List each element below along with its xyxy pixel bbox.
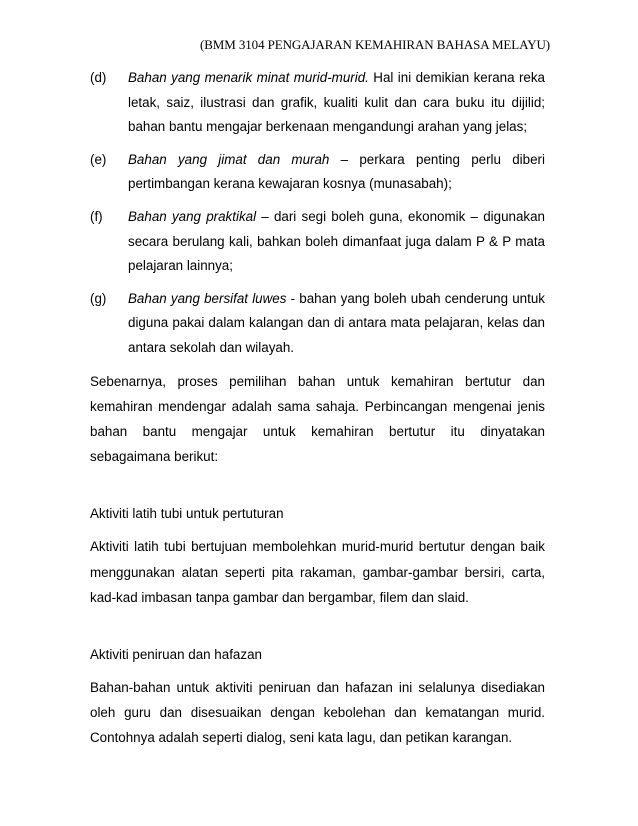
list-marker: (f) bbox=[90, 208, 103, 224]
list-item-g bbox=[90, 287, 545, 361]
list-item-text: Hal ini demikian kerana reka letak, saiz, ilustrasi dan grafik, kualiti kulit dan cara buku itu dijilid; bahan bantu mengajar berkenaan mengandungi arahan yang jelas; bbox=[128, 70, 545, 135]
section-body-imitation: Bahan-bahan untuk aktiviti peniruan dan hafazan ini selalunya disediakan oleh guru dan disesuaikan dengan kebolehan dan kematangan murid. Contohnya adalah seperti dialog, seni kata lagu, dan petikan karangan. bbox=[90, 679, 545, 746]
list-item-term: Bahan yang bersifat luwes bbox=[128, 290, 287, 306]
list-item-text: – dari segi boleh guna, ekonomik – digunakan secara berulang kali, bahkan boleh dimanfaat juga dalam P & P mata pelajaran lainnya; bbox=[128, 208, 545, 274]
list-item-e bbox=[90, 148, 545, 197]
list-item-term: Bahan yang praktikal bbox=[128, 208, 257, 224]
list-item-term: Bahan yang menarik minat murid-murid. bbox=[128, 70, 369, 85]
section-heading-imitation: Aktiviti peniruan dan hafazan bbox=[90, 646, 262, 662]
section-body-drill: Aktiviti latih tubi bertujuan membolehkan murid-murid bertutur dengan baik menggunakan alatan seperti pita rakaman, gambar-gambar bersiri, carta, kad-kad imbasan tanpa gambar dan bergambar, filem dan slaid. bbox=[90, 539, 545, 605]
document-body bbox=[90, 66, 545, 759]
intro-paragraph: Sebenarnya, proses pemilihan bahan untuk kemahiran bertutur dan kemahiran mendengar adalah sama sahaja. Perbincangan mengenai jenis bahan bantu mengajar untuk kemahiran bertutur itu dinyatakan sebagaimana berikut: bbox=[90, 373, 545, 465]
section-heading-drill: Aktiviti latih tubi untuk pertuturan bbox=[90, 506, 284, 522]
list-item-term: Bahan yang jimat dan murah bbox=[128, 151, 330, 167]
list-marker: (d) bbox=[90, 70, 107, 85]
list-item-f bbox=[90, 205, 545, 279]
list-item-text: – perkara penting perlu diberi pertimbangan kerana kewajaran kosnya (munasabah); bbox=[128, 151, 545, 192]
page-header: (BMM 3104 PENGAJARAN KEMAHIRAN BAHASA MELAYU) bbox=[200, 37, 551, 52]
list-marker: (g) bbox=[90, 290, 107, 306]
list-item-text: - bahan yang boleh ubah cenderung untuk diguna pakai dalam kalangan dan di antara mata pelajaran, kelas dan antara sekolah dan wilayah. bbox=[128, 290, 545, 355]
list-item-d bbox=[90, 66, 545, 140]
spacer bbox=[90, 477, 545, 501]
spacer bbox=[90, 618, 545, 642]
list-marker: (e) bbox=[90, 151, 107, 167]
